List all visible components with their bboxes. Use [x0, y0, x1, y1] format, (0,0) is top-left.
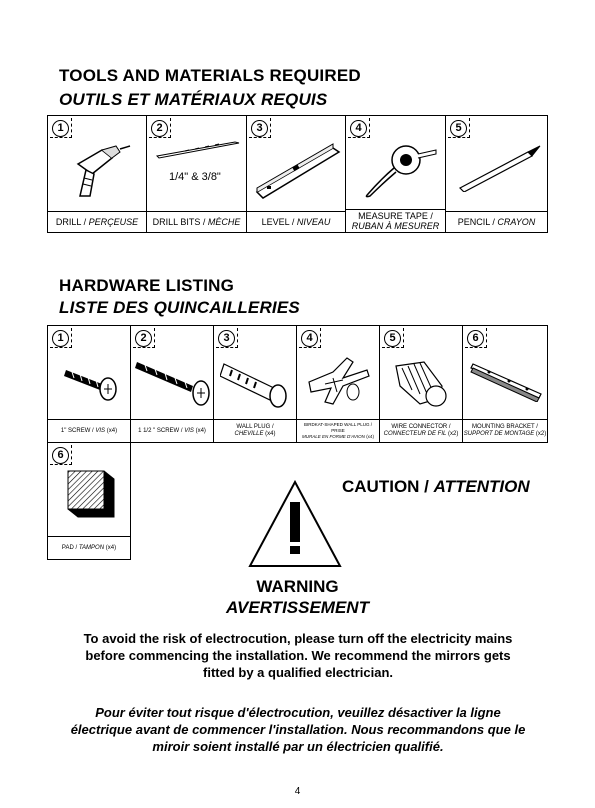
- screw-icon: [62, 362, 122, 402]
- wall-plug-icon: [220, 356, 294, 410]
- tools-title-fr: OUTILS ET MATÉRIAUX REQUIS: [59, 90, 328, 109]
- hardware-label: MOUNTING BRACKET / SUPPORT DE MONTAGE (x2): [463, 419, 547, 442]
- hardware-number: 2: [135, 330, 152, 347]
- hardware-number: 5: [384, 330, 401, 347]
- long-screw-icon: [135, 356, 213, 408]
- anchor-plug-icon: [303, 352, 377, 412]
- tool-label: MEASURE TAPE / RUBAN À MESURER: [346, 209, 445, 232]
- tape-measure-icon: [360, 140, 440, 202]
- hardware-title-fr: LISTE DES QUINCAILLERIES: [59, 298, 300, 317]
- level-icon: [253, 140, 343, 204]
- hardware-label: BIRDKAT-SHAPED WALL PLUG / PRISE MURALE EN FORME D'AVION (x4): [297, 419, 379, 442]
- tool-cell-pencil: [445, 115, 548, 233]
- tool-number: 4: [350, 120, 367, 137]
- hardware-cell-anchor-plug: [296, 325, 380, 443]
- hardware-number: 3: [218, 330, 235, 347]
- mounting-bracket-icon: [469, 358, 545, 402]
- hardware-cell-screw: [47, 325, 131, 443]
- hardware-number: 1: [52, 330, 69, 347]
- hardware-label: 1" SCREW / VIS (x4): [48, 419, 130, 442]
- tool-cell-level: [246, 115, 346, 233]
- hardware-label: WALL PLUG / CHEVILLE (x4): [214, 419, 296, 442]
- hardware-cell-wire-connector: [379, 325, 463, 443]
- tools-title-en: TOOLS AND MATERIALS REQUIRED: [59, 66, 361, 85]
- caution-label: CAUTION / ATTENTION: [342, 477, 530, 496]
- tool-number: 1: [52, 120, 69, 137]
- hardware-number: 6: [467, 330, 484, 347]
- tool-label: PENCIL / CRAYON: [446, 211, 547, 232]
- tool-label: DRILL / PERÇEUSE: [48, 211, 146, 232]
- hardware-label: 1 1/2 " SCREW / VIS (x4): [131, 419, 213, 442]
- tool-number: 5: [450, 120, 467, 137]
- tool-cell-drill: [47, 115, 147, 233]
- pencil-icon: [456, 144, 542, 192]
- tool-number: 2: [151, 120, 168, 137]
- hardware-cell-pad: [47, 442, 131, 560]
- hardware-cell-mounting-bracket: [462, 325, 548, 443]
- tool-number: 3: [251, 120, 268, 137]
- drill-icon: [72, 144, 132, 200]
- page-number: 4: [294, 786, 301, 797]
- warning-body-en: To avoid the risk of electrocution, please turn off the electricity mains before commencing the installation. We recommend the mirrors gets fitted by a qualified electrician.: [83, 631, 513, 680]
- tool-cell-drill-bits: [146, 115, 247, 233]
- tool-cell-tape: [345, 115, 446, 233]
- warning-title-fr: AVERTISSEMENT: [226, 598, 369, 617]
- warning-triangle-icon: [246, 478, 344, 570]
- wire-connector-icon: [390, 356, 456, 412]
- drill-bit-sizes: 1/4" & 3/8": [169, 171, 221, 183]
- hardware-number: 6: [52, 447, 69, 464]
- hardware-cell-wall-plug: [213, 325, 297, 443]
- hardware-number: 4: [301, 330, 318, 347]
- tool-label: LEVEL / NIVEAU: [247, 211, 345, 232]
- hardware-label: WIRE CONNECTOR / CONNECTEUR DE FIL (x2): [380, 419, 462, 442]
- hardware-title-en: HARDWARE LISTING: [59, 276, 235, 295]
- warning-body-fr: Pour éviter tout risque d'électrocution, veuillez désactiver la ligne électrique avant de commencer l'installation. Nous recommandons que le miroir soient installé par un électricien qualifié.: [70, 705, 526, 754]
- drill-bit-icon: [155, 138, 243, 160]
- hardware-label: PAD / TAMPON (x4): [48, 536, 130, 559]
- warning-title-en: WARNING: [256, 577, 339, 596]
- pad-icon: [64, 465, 120, 525]
- tool-label: DRILL BITS / MÈCHE: [147, 211, 246, 232]
- hardware-cell-long-screw: [130, 325, 214, 443]
